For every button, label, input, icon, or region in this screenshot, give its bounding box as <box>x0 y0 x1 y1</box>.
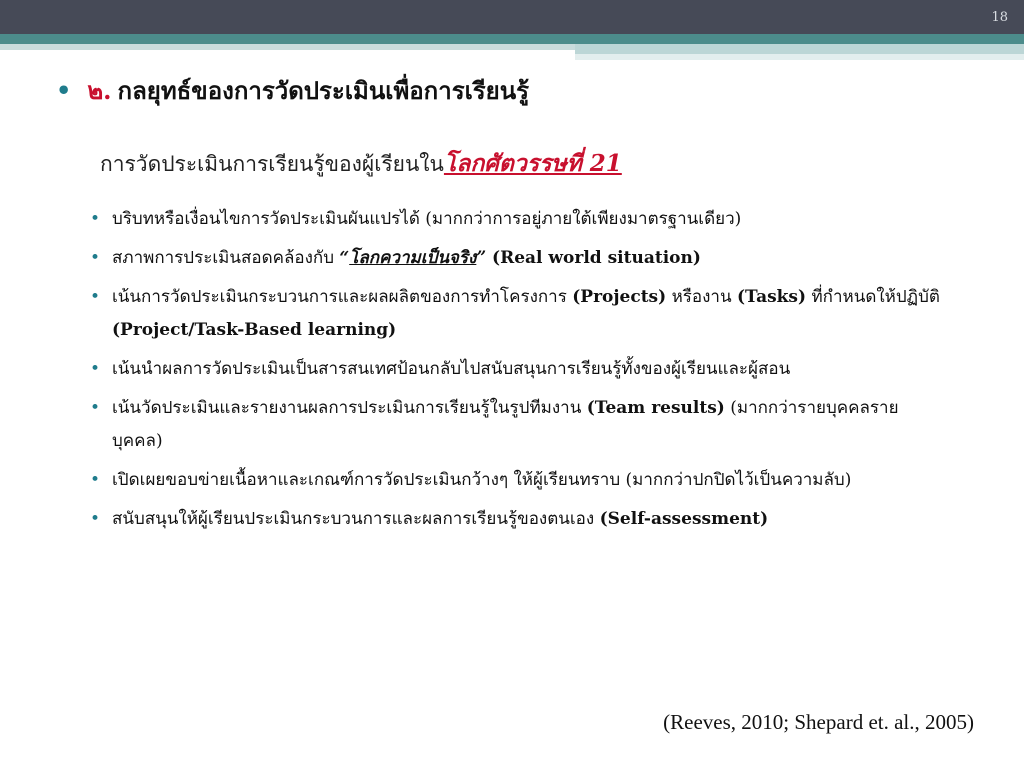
slide-heading <box>56 71 529 110</box>
english-term: (Project/Task-Based learning) <box>112 320 397 340</box>
list-item <box>84 281 944 347</box>
heading-bullet-icon: • <box>56 76 72 105</box>
list-item-text: เน้นการวัดประเมินกระบวนการและผลผลิตของการทำโครงการ <box>112 287 573 307</box>
list-item <box>84 503 944 536</box>
list-item <box>84 242 944 275</box>
english-term: (Self-assessment) <box>599 509 769 529</box>
bullet-list <box>84 203 944 542</box>
bullet-icon: • <box>90 398 101 418</box>
english-term: (Real world situation) <box>486 248 701 268</box>
english-term: (Tasks) <box>737 287 807 307</box>
title-bar-band <box>0 0 1024 34</box>
list-item-text: หรืองาน <box>666 287 737 307</box>
list-item-text: สนับสนุนให้ผู้เรียนประเมินกระบวนการและผลการเรียนรู้ของตนเอง <box>112 509 600 529</box>
accent-bar-upper <box>575 44 1024 54</box>
subheading-emphasis: โลกศัตวรรษที่ 21 <box>443 150 622 177</box>
english-term: (Projects) <box>572 287 667 307</box>
decorative-accent-bars <box>575 44 1024 66</box>
list-item <box>84 353 944 386</box>
list-item-text: (มากกว่ารายบุคคลรายบุคคล) <box>112 398 899 451</box>
quoted-text: โลกความเป็นจริง <box>349 248 477 268</box>
bullet-icon: • <box>90 209 101 229</box>
close-quote: ” <box>476 248 487 268</box>
subheading <box>100 146 622 182</box>
list-item <box>84 203 944 236</box>
list-item <box>84 392 944 458</box>
list-item-text: เน้นวัดประเมินและรายงานผลการประเมินการเรียนรู้ในรูปทีมงาน <box>112 398 587 418</box>
bullet-icon: • <box>90 287 101 307</box>
list-item <box>84 464 944 497</box>
bullet-icon: • <box>90 359 101 379</box>
heading-number: ๒. <box>87 76 112 105</box>
list-item-text: เน้นนำผลการวัดประเมินเป็นสารสนเทศป้อนกลับไปสนับสนุนการเรียนรู้ทั้งของผู้เรียนและผู้สอน <box>112 359 791 379</box>
slide-number: 18 <box>991 10 1008 25</box>
open-quote: “ <box>339 248 350 268</box>
list-item-text: ที่กำหนดให้ปฏิบัติ <box>806 287 940 307</box>
bullet-icon: • <box>90 470 101 490</box>
heading-title: กลยุทธ์ของการวัดประเมินเพื่อการเรียนรู้ <box>117 76 530 105</box>
list-item-text: บริบทหรือเงื่อนไขการวัดประเมินผันแปรได้ (มากกว่าการอยู่ภายใต้เพียงมาตรฐานเดียว) <box>112 209 742 229</box>
list-item-text: สภาพการประเมินสอดคล้องกับ <box>112 248 340 268</box>
accent-bar-lower <box>575 54 1024 60</box>
subheading-text: การวัดประเมินการเรียนรู้ของผู้เรียนใน <box>100 152 444 176</box>
citation: (Reeves, 2010; Shepard et. al., 2005) <box>663 710 974 734</box>
bullet-icon: • <box>90 509 101 529</box>
bullet-icon: • <box>90 248 101 268</box>
quoted-phrase <box>339 248 486 268</box>
english-term: (Team results) <box>586 398 725 418</box>
teal-divider-band <box>0 34 1024 44</box>
list-item-text: เปิดเผยขอบข่ายเนื้อหาและเกณฑ์การวัดประเมินกว้างๆ ให้ผู้เรียนทราบ (มากกว่าปกปิดไว้เป็นความลับ) <box>112 470 852 490</box>
